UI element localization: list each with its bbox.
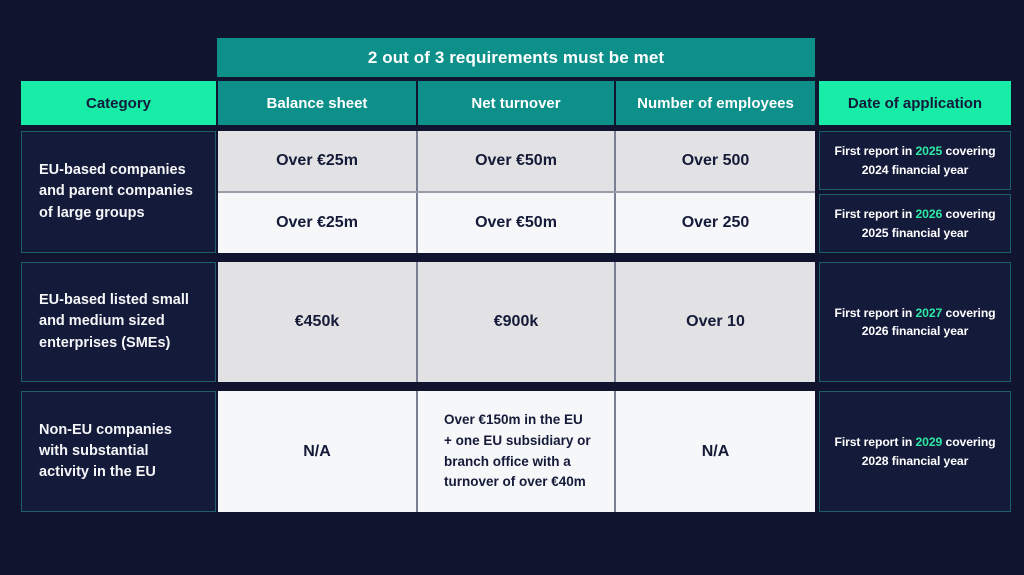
date-suffix: covering [945, 207, 996, 222]
category-line: activity in the EU [39, 464, 156, 480]
date-prefix: First report in [834, 144, 913, 159]
net-turnover-line: Over €150m in the EU [444, 412, 583, 428]
date-line1 [834, 433, 995, 451]
table-row [218, 193, 815, 253]
report-year: 2025 [915, 144, 943, 159]
report-year: 2027 [915, 305, 943, 320]
table-row [218, 262, 815, 382]
date-line2: 2026 financial year [861, 324, 969, 338]
date-of-application-cell [819, 391, 1011, 512]
column-header-category: Category [21, 81, 216, 125]
employees-value: Over 10 [614, 262, 815, 382]
date-suffix: covering [945, 435, 996, 450]
data-row-smes [218, 262, 815, 382]
report-year: 2029 [915, 435, 943, 450]
table-row [218, 131, 815, 193]
column-header-net-turnover: Net turnover [418, 81, 614, 125]
net-turnover-line: + one EU subsidiary or [444, 432, 591, 448]
date-line1 [834, 304, 995, 322]
balance-sheet-value: €450k [294, 313, 340, 330]
net-turnover-value: €900k [416, 262, 614, 382]
date-of-application-cell [819, 194, 1011, 253]
net-turnover-line: branch office with a [444, 453, 571, 469]
balance-sheet-value: Over €25m [276, 214, 358, 231]
balance-sheet-value: Over €25m [276, 152, 358, 169]
data-row-non-eu [218, 391, 815, 512]
date-prefix: First report in [834, 207, 913, 222]
data-row-large-companies [218, 131, 815, 253]
balance-sheet-value: N/A [303, 442, 331, 460]
date-line2: 2028 financial year [861, 453, 969, 468]
category-line: EU-based listed small [39, 292, 189, 309]
report-year: 2026 [915, 207, 943, 222]
category-line: enterprises (SMEs) [39, 334, 171, 351]
category-cell-smes [21, 262, 216, 382]
employees-value: Over 500 [614, 131, 815, 191]
category-line: Non-EU companies [39, 421, 172, 438]
net-turnover-value: Over €50m [416, 193, 614, 253]
date-line2: 2025 financial year [861, 225, 969, 240]
category-cell-non-eu [21, 391, 216, 512]
date-line1 [834, 205, 995, 223]
category-line: with substantial [39, 442, 149, 459]
category-cell-large-companies [21, 131, 216, 253]
net-turnover-line: turnover of over €40m [444, 474, 586, 490]
date-suffix: covering [945, 144, 996, 159]
category-line: of large groups [39, 204, 145, 221]
employees-value: Over 250 [614, 193, 815, 253]
column-header-employees: Number of employees [616, 81, 815, 125]
net-turnover-value: Over €50m [416, 131, 614, 191]
net-turnover-value [416, 391, 614, 512]
date-line1 [834, 142, 995, 160]
column-header-date-of-application: Date of application [819, 81, 1011, 125]
category-line: and medium sized [39, 313, 165, 330]
date-prefix: First report in [834, 435, 913, 450]
date-of-application-cell [819, 131, 1011, 190]
column-header-balance-sheet: Balance sheet [218, 81, 416, 125]
employees-value: N/A [614, 391, 815, 512]
date-suffix: covering [945, 305, 996, 320]
date-line2: 2024 financial year [861, 162, 969, 177]
category-line: EU-based companies [39, 162, 186, 179]
requirements-banner: 2 out of 3 requirements must be met [217, 38, 815, 77]
table-row [218, 391, 815, 512]
date-of-application-cell [819, 262, 1011, 382]
date-prefix: First report in [834, 305, 913, 320]
category-line: and parent companies [39, 183, 193, 200]
